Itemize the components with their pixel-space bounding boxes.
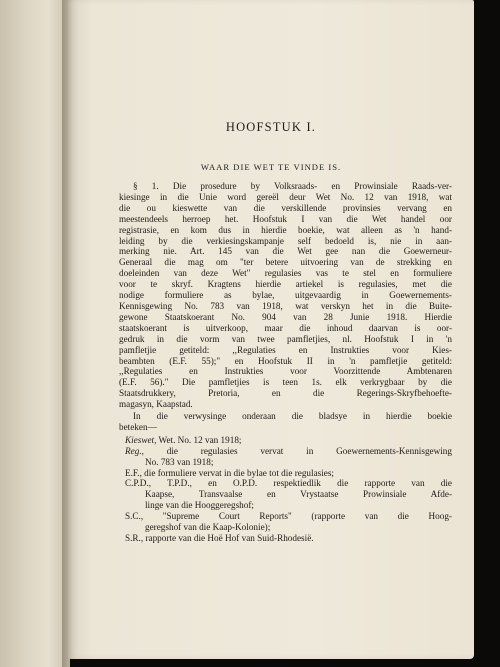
abbreviation-term: Kieswet [125,434,155,445]
text-line: doeleinden van deze Wet" regulasies vas te stel en formuliere [119,268,452,279]
text-line: die ou kieswette van die verskillende provinsies vervang en [119,202,452,213]
text-line: merking nie. Art. 145 van die Wet gee nan die Goewerneur- [119,246,452,257]
text-line: voor te skryf. Kragtens hierdie artiekel is regulasies, met die [119,279,452,290]
abbreviation-text: ., die regulasies vervat in Goewernements-Kennisgewing [139,445,452,456]
abbreviation-text: S.C., "Supreme Court Reports" (rapporte van die Hoog- [125,511,452,522]
facing-page-edge [0,0,64,667]
text-line: magasyn, Kaapstad. [119,399,193,410]
abbreviation-text: , Wet. No. 12 van 1918; [154,434,242,445]
abbreviation-item [119,435,452,446]
section-subheading: WAAR DIE WET TE VINDE IS. [200,162,342,172]
text-line: Staatsdrukkery, Pretoria, en die Regerings-Skryfbehoefte- [119,388,452,399]
abbreviation-text: linge van die Hooggeregshof; [145,500,254,511]
abbreviation-text: geregshof van die Kaap-Kolonie); [145,522,271,533]
abbreviation-term: Reg [125,445,140,456]
text-line: ,,Regulaties en Instrukties voor Voorzittende Ambtenaren [119,366,452,377]
abbreviation-line [119,435,452,446]
page-body [119,181,452,544]
abbreviation-item [119,533,452,544]
text-line: pamfletjie getiteld: ,,Regulaties en Instrukties voor Kies- [119,344,452,355]
text-line: leiding by die verkiesingskampanje self bedoeld is, nie in aan- [119,235,452,246]
paragraph-2 [119,411,452,433]
abbreviation-text: S.R., rapporte van die Hoë Hof van Suid-Rhodesië. [125,533,314,543]
text-line: beteken— [119,421,157,432]
abbreviation-item [119,478,452,511]
text-line: Kennisgewing No. 783 van 1918, wat verskyn het in die Buite- [119,300,452,311]
abbreviation-text: No. 783 van 1918; [145,456,214,467]
text-line: gewone Staatskoerant No. 904 van 28 Junie 1918. Hierdie [119,311,452,322]
abbreviation-item [119,468,452,479]
book-page [68,0,474,659]
text-line: nodige formuliere as bylae, uitgevaardig in Goewernements- [119,290,452,301]
text-line: meestendeels herroep het. Hoofstuk I van die Wet handel oor [119,213,452,224]
chapter-heading: HOOFSTUK I. [225,120,317,134]
text-line: registrasie, en kom dus in hierdie boekie, wat alleen as 'n hand- [119,224,452,235]
text-line: beambten (E.F. 55);" en Hoofstuk II in 'n pamfletjie getiteld: [119,355,452,366]
abbreviation-item [119,446,452,468]
paragraph-1 [119,181,452,410]
abbreviation-item [119,511,452,533]
abbreviation-text: C.P.D., T.P.D., en O.P.D. respektiedlik die rapporte van die [125,478,452,489]
text-line: Generaal die mag om "ter betere uitvoering van de strekking en [119,257,452,268]
abbreviation-list [119,435,452,544]
abbreviation-line [119,446,452,457]
abbreviation-text: E.F., die formuliere vervat in die bylae tot die regulasies; [125,467,334,478]
text-line: In die verwysinge onderaan die bladsye in hierdie boekie [133,411,452,422]
text-line: kiesinge in die Unie word gereël deur Wet No. 12 van 1918, wat [119,191,452,202]
text-line: (E.F. 56)." Die pamfletjies is teen 1s. elk verkrygbaar by die [119,377,452,388]
text-line: gedruk in die vorm van twee pamfletjies, nl. Hoofstuk I in 'n [119,333,452,344]
text-line: staatskoerant is uitverkoop, maar die inhoud daarvan is oor- [119,322,452,333]
abbreviation-text: Kaapse, Transvaalse en Vrystaatse Prowinsiale Afde- [145,489,452,500]
text-line: § 1. Die prosedure by Volksraads- en Prowinsiale Raads-ver- [133,181,452,191]
